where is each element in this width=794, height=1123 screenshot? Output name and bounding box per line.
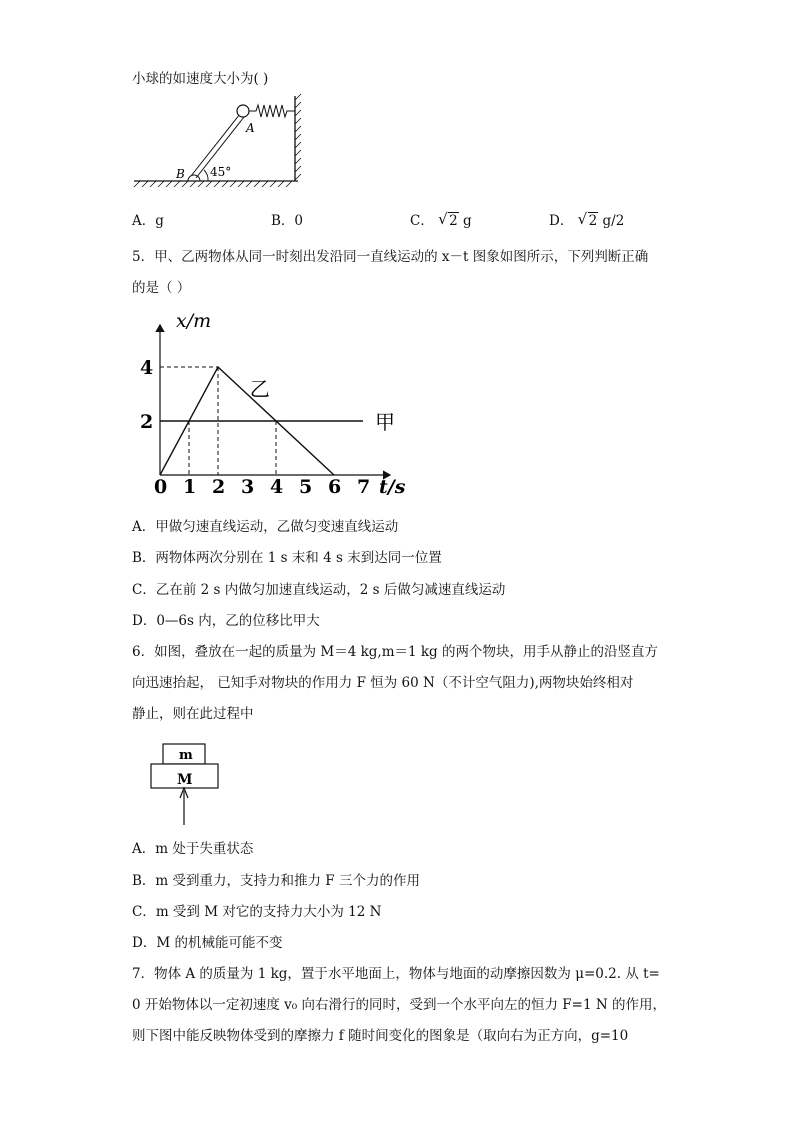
q6-stacked-blocks-figure <box>146 740 226 830</box>
q6-stem-line1: 6．如图，叠放在一起的质量为 M＝4 kg,m＝1 kg 的两个物块，用手从静止的沿竖直方 <box>132 644 658 660</box>
series-yi-label: 乙 <box>249 377 270 401</box>
label-b: B <box>176 167 185 181</box>
y-tick-label: 2 <box>140 411 154 433</box>
q4-option-d: D． √ 2 g/2 <box>549 210 625 229</box>
y-tick-label: 4 <box>140 357 154 379</box>
q6-stem-line3: 静止，则在此过程中 <box>132 706 254 722</box>
q5-option-b: B．两物体两次分别在 1 s 末和 4 s 末到达同一位置 <box>132 550 442 566</box>
label-a: A <box>246 121 255 135</box>
q5-stem-line2: 的是（ ） <box>132 280 191 296</box>
x-axis-label: t/s <box>379 476 406 498</box>
x-tick-label: 7 <box>357 476 371 498</box>
q7-stem-line3: 则下图中能反映物体受到的摩擦力 f 随时间变化的图象是（取向右为正方向，g=10 <box>132 1028 629 1044</box>
x-tick-label: 4 <box>270 476 284 498</box>
q6-option-a: A．m 处于失重状态 <box>132 841 254 857</box>
q5-option-c: C．乙在前 2 s 内做匀加速直线运动，2 s 后做匀减速直线运动 <box>132 582 506 598</box>
angle-label: 45° <box>210 165 232 179</box>
q5-option-d: D．0—6s 内，乙的位移比甲大 <box>132 613 320 629</box>
x-tick-label: 1 <box>183 476 197 498</box>
q7-stem-line1: 7．物体 A 的质量为 1 kg，置于水平地面上，物体与地面的动摩擦因数为 μ=0.2. 从 t= <box>132 966 660 982</box>
y-axis-label: x/m <box>176 310 212 332</box>
block-m-label: m <box>179 748 193 763</box>
x-tick-label: 2 <box>212 476 226 498</box>
q4-option-b: B．0 <box>271 213 304 229</box>
block-M-label: M <box>177 772 193 788</box>
x-tick-label: 6 <box>328 476 342 498</box>
q4-option-a: A．g <box>132 213 164 229</box>
q6-stem-line2: 向迅速抬起， 已知手对物块的作用力 F 恒为 60 N（不计空气阻力),两物块始终相对 <box>132 675 634 691</box>
q6-option-d: D．M 的机械能可能不变 <box>132 935 283 951</box>
q5-option-a: A．甲做匀速直线运动，乙做匀变速直线运动 <box>132 519 399 535</box>
x-tick-label: 5 <box>299 476 313 498</box>
sqrt-symbol: √ 2 <box>577 210 598 229</box>
q4-rod-spring-figure <box>128 92 313 192</box>
sqrt-symbol: √ 2 <box>438 210 458 229</box>
q4-option-c: C． √ 2 g <box>410 210 472 229</box>
q6-option-b: B．m 受到重力，支持力和推力 F 三个力的作用 <box>132 873 420 889</box>
series-jia-label: 甲 <box>375 410 395 434</box>
q5-stem-line1: 5．甲、乙两物体从同一时刻出发沿同一直线运动的 x－t 图象如图所示，下列判断正确 <box>132 249 649 265</box>
q7-stem-line2: 0 开始物体以一定初速度 v₀ 向右滑行的同时，受到一个水平向左的恒力 F=1 N 的作用， <box>132 997 666 1013</box>
q4-stem-tail: 小球的如速度大小为( ) <box>132 71 269 87</box>
q5-xt-graph <box>128 305 413 500</box>
q6-option-c: C．m 受到 M 对它的支持力大小为 12 N <box>132 904 382 920</box>
x-tick-label: 0 <box>154 476 168 498</box>
x-tick-label: 3 <box>241 476 255 498</box>
